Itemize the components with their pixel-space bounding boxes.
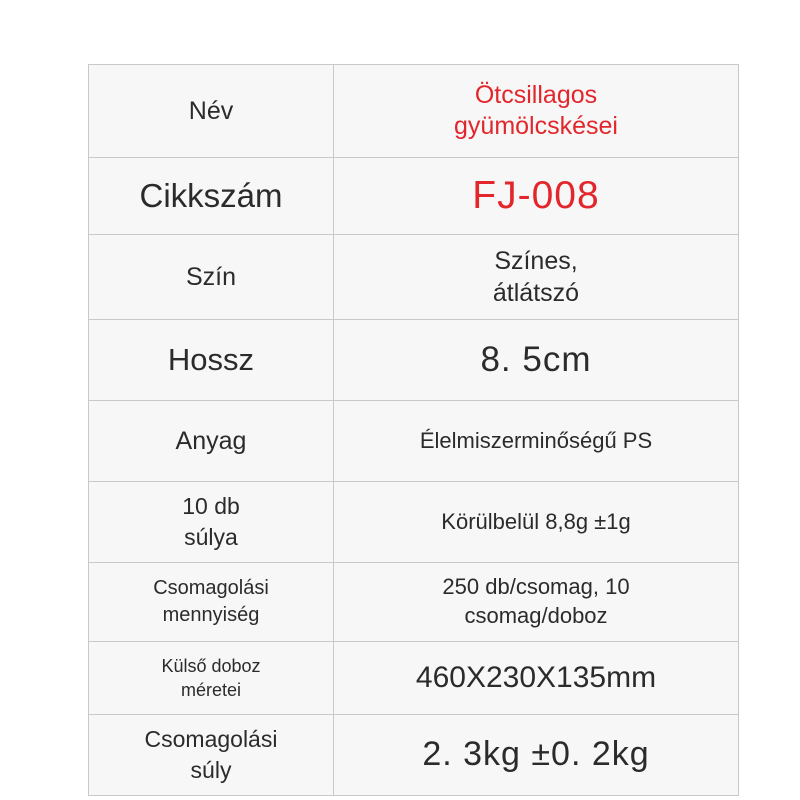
row-value-weight-10pcs: Körülbelül 8,8g ±1g — [334, 482, 739, 563]
row-label-weight-10pcs — [89, 482, 334, 563]
row-label-packing-quantity-line2: mennyiség — [162, 604, 260, 626]
table-row — [89, 642, 739, 715]
row-value-packing-quantity-line1: 250 db/csomag, 10 — [442, 574, 630, 600]
row-value-name — [334, 65, 739, 158]
table-row — [89, 715, 739, 796]
row-value-name-line2: gyümölcskései — [454, 112, 618, 140]
row-label-weight-10pcs-line1: 10 db — [182, 492, 240, 519]
row-value-name-line1: Ötcsillagos — [474, 80, 598, 109]
product-spec-sheet — [88, 64, 712, 796]
row-label-color: Szín — [89, 235, 334, 320]
row-label-carton-size-line1: Külső doboz — [161, 655, 261, 676]
row-label-packing-weight-line2: súly — [190, 757, 232, 783]
row-label-packing-quantity — [89, 563, 334, 642]
row-value-length: 8. 5cm — [334, 320, 739, 401]
table-row — [89, 158, 739, 235]
row-label-article-number: Cikkszám — [89, 158, 334, 235]
row-value-packing-weight: 2. 3kg ±0. 2kg — [334, 715, 739, 796]
row-label-packing-weight — [89, 715, 334, 796]
row-label-name: Név — [89, 65, 334, 158]
row-value-color-line2: átlátszó — [492, 279, 580, 307]
row-value-color — [334, 235, 739, 320]
row-label-packing-quantity-line1: Csomagolási — [153, 577, 269, 599]
table-row — [89, 563, 739, 642]
table-row — [89, 65, 739, 158]
table-row — [89, 482, 739, 563]
table-row — [89, 235, 739, 320]
row-label-material: Anyag — [89, 401, 334, 482]
row-label-carton-size-line2: méretei — [180, 680, 242, 700]
row-label-length: Hossz — [89, 320, 334, 401]
row-value-article-number: FJ-008 — [334, 158, 739, 235]
row-value-packing-quantity — [334, 563, 739, 642]
row-label-weight-10pcs-line2: súlya — [184, 524, 238, 550]
row-value-color-line1: Színes, — [494, 246, 578, 275]
row-value-material: Élelmiszerminőségű PS — [334, 401, 739, 482]
row-value-packing-quantity-line2: csomag/doboz — [464, 603, 608, 628]
row-label-packing-weight-line1: Csomagolási — [144, 725, 278, 752]
row-value-carton-size: 460X230X135mm — [334, 642, 739, 715]
table-row — [89, 401, 739, 482]
table-row — [89, 320, 739, 401]
spec-table-body — [89, 65, 739, 796]
row-label-carton-size — [89, 642, 334, 715]
spec-table — [88, 64, 739, 796]
